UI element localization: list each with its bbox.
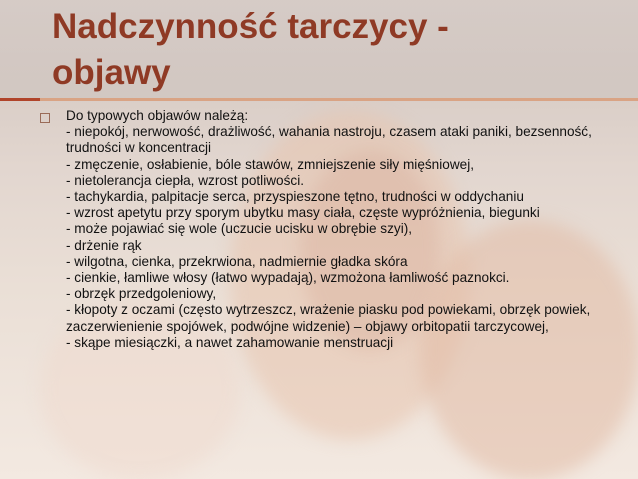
- title-divider: [0, 98, 638, 101]
- slide-title: Nadczynność tarczycy - objawy: [52, 7, 449, 92]
- bullet-list: [40, 108, 620, 351]
- square-bullet-icon: [40, 113, 50, 123]
- symptoms-text: Do typowych objawów należą: - niepokój, nerwowość, drażliwość, wahania nastroju, czasem ataki paniki, bezsenność, trudności w koncentracji - zmęczenie, osłabienie, bóle stawów, zmniejszenie siły mięśniowej, - nietolerancja ciepła, wzrost potliwości. - tachykardia, palpitacje serca, przyspieszone tętno, trudności w oddychaniu - wzrost apetytu przy sporym ubytku masy ciała, częste wypróżnienia, biegunki - może pojawiać się wole (uczucie ucisku w obrębie szyi), - drżenie rąk - wilgotna, cienka, przekrwiona, nadmiernie gładka skóra - cienkie, łamliwe włosy (łatwo wypadają), wzmożona łamliwość paznokci. - obrzęk przedgoleniowy, - kłopoty z oczami (często wytrzeszcz, wrażenie piasku pod powiekami, obrzęk powiek, zaczerwienienie spojówek, podwójne widzenie) – objawy orbitopatii tarczycowej, - skąpe miesiączki, a nawet zahamowanie menstruacji: [66, 108, 592, 350]
- title-divider-accent: [0, 98, 40, 101]
- title-band: [0, 0, 638, 98]
